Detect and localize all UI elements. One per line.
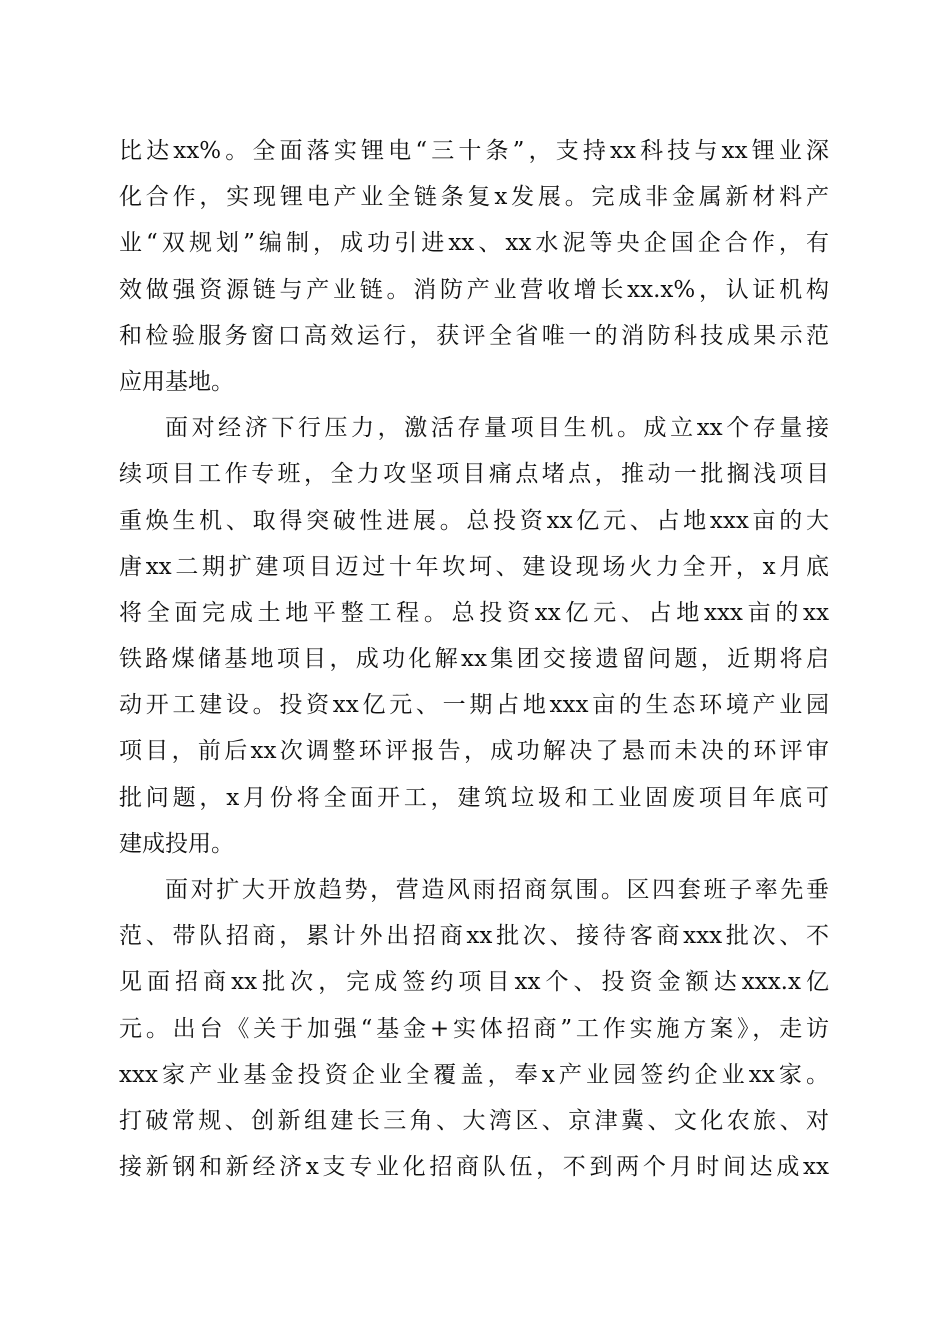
text-line: 见面招商xx批次，完成签约项目xx个、投资金额达xxx.x亿 (119, 969, 829, 996)
text-line: 铁路煤储基地项目，成功化解xx集团交接遗留问题，近期将启 (119, 646, 829, 673)
text-line: 动开工建设。投资xx亿元、一期占地xxx亩的生态环境产业园 (119, 692, 829, 719)
text-line: 接新钢和新经济x支专业化招商队伍，不到两个月时间达成xx (119, 1154, 829, 1181)
text-line: 将全面完成土地平整工程。总投资xx亿元、占地xxx亩的xx (119, 599, 829, 626)
text-line: 应用基地。 (119, 368, 234, 395)
text-line: 和检验服务窗口高效运行，获评全省唯一的消防科技成果示范 (119, 322, 829, 349)
text-line: 范、带队招商，累计外出招商xx批次、接待客商xxx批次、不 (119, 923, 829, 950)
text-line: 项目，前后xx次调整环评报告，成功解决了悬而未决的环评审 (119, 738, 829, 765)
text-line: 业“双规划”编制，成功引进xx、xx水泥等央企国企合作，有 (119, 230, 829, 257)
text-line: 重焕生机、取得突破性进展。总投资xx亿元、占地xxx亩的大 (119, 507, 829, 534)
text-line: 打破常规、创新组建长三角、大湾区、京津冀、文化农旅、对 (119, 1107, 829, 1134)
text-line: 批问题，x月份将全面开工，建筑垃圾和工业固废项目年底可 (119, 784, 829, 811)
paragraph-2 (119, 405, 829, 867)
paragraph-3 (119, 867, 829, 1190)
paragraph-1 (119, 128, 829, 405)
text-line: 建成投用。 (119, 830, 234, 857)
text-line: 效做强资源链与产业链。消防产业营收增长xx.x%，认证机构 (119, 276, 829, 303)
text-line: 元。出台《关于加强“基金+实体招商”工作实施方案》，走访 (119, 1015, 829, 1042)
body-text (119, 128, 829, 1190)
text-line: 续项目工作专班，全力攻坚项目痛点堵点，推动一批搁浅项目 (119, 461, 829, 488)
text-line: 唐xx二期扩建项目迈过十年坎坷、建设现场火力全开，x月底 (119, 553, 829, 580)
text-line: 比达xx%。全面落实锂电“三十条”，支持xx科技与xx锂业深 (119, 138, 829, 164)
text-line: 面对经济下行压力，激活存量项目生机。成立xx个存量接 (165, 415, 829, 442)
text-line: 面对扩大开放趋势，营造风雨招商氛围。区四套班子率先垂 (165, 877, 829, 903)
text-line: 化合作，实现锂电产业全链条复x发展。完成非金属新材料产 (119, 184, 829, 211)
text-line: xxx家产业基金投资企业全覆盖，奉x产业园签约企业xx家。 (119, 1061, 829, 1088)
